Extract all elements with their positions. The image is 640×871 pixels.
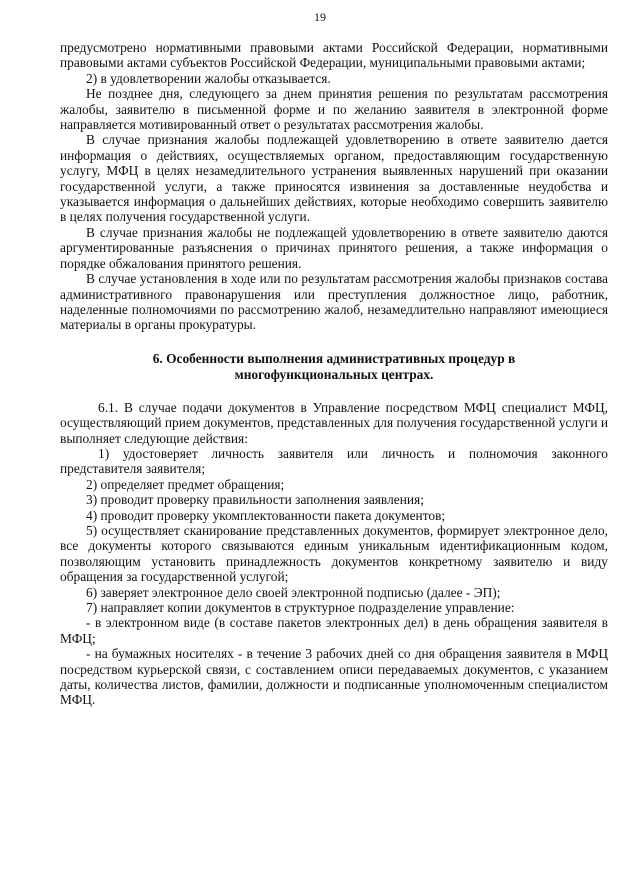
list-item: - на бумажных носителях - в течение 3 рабочих дней со дня обращения заявителя в МФЦ посредством курьерской связи, с составлением описи передаваемых документов, с указанием даты, количества листов, фамилии, должности и подписанные уполномоченным специалистом МФЦ. xyxy=(60,646,608,708)
list-item: 7) направляет копии документов в структурное подразделение управление: xyxy=(86,600,515,615)
paragraph: 2) в удовлетворении жалобы отказывается. xyxy=(86,70,331,86)
list-item: 5) осуществляет сканирование представленных документов, формирует электронное дело, все документы которого связываются единым уникальным идентификационным кодом, позволяющим установить принадлежность документов конкретному заявителю и виду обращения за государственной услугой; xyxy=(60,522,608,585)
list-item: 2) определяет предмет обращения; xyxy=(86,476,285,492)
list-item: 6) заверяет электронное дело своей электронной подписью (далее - ЭП); xyxy=(86,584,501,600)
paragraph: В случае признания жалобы не подлежащей удовлетворению в ответе заявителю даются аргументированные разъяснения о причинах принятого решения, а также информация о порядке обжалования принятого решения. xyxy=(60,224,608,271)
page-number: 19 xyxy=(314,10,326,24)
list-item: 1) удостоверяет личность заявителя или личность и полномочия законного представителя заявителя; xyxy=(60,445,608,477)
paragraph: 6.1. В случае подачи документов в Управление посредством МФЦ специалист МФЦ, осуществляющий прием документов, представленных для получения государственной услуги и выполняет следующие действия: xyxy=(60,399,609,446)
document-body xyxy=(60,40,608,708)
list-item: 4) проводит проверку укомплектованности пакета документов; xyxy=(86,507,446,523)
paragraph: В случае признания жалобы подлежащей удовлетворению в ответе заявителю дается информация о действиях, осуществляемых органом, предоставляющим государственную услугу, МФЦ в целях незамедлительного устранения выявленных нарушений при оказании государственной услуги, а также приносятся извинения за доставленные неудобства и указывается информация о дальнейших действиях, которые необходимо совершить заявителю в целях получения государственной услуги. xyxy=(60,132,608,225)
paragraph: Не позднее дня, следующего за днем принятия решения по результатам рассмотрения жалобы, заявителю в письменной форме и по желанию заявителя в электронной форме направляется мотивированный ответ о результатах рассмотрения жалобы. xyxy=(60,86,608,133)
paragraph: В случае установления в ходе или по результатам рассмотрения жалобы признаков состава административного правонарушения или преступления должностное лицо, работник, наделенные полномочиями по рассмотрению жалоб, незамедлительно направляют имеющиеся материалы в органы прокуратуры. xyxy=(60,271,608,333)
list-item: 3) проводит проверку правильности заполнения заявления; xyxy=(86,492,424,508)
section-heading: 6. Особенности выполнения административных процедур в многофункциональных центрах. xyxy=(152,350,516,382)
paragraph: предусмотрено нормативными правовыми актами Российской Федерации, нормативными правовыми актами субъектов Российской Федерации, муниципальными правовыми актами; xyxy=(60,40,608,71)
list-item: - в электронном виде (в составе пакетов электронных дел) в день обращения заявителя в МФЦ; xyxy=(60,615,608,646)
